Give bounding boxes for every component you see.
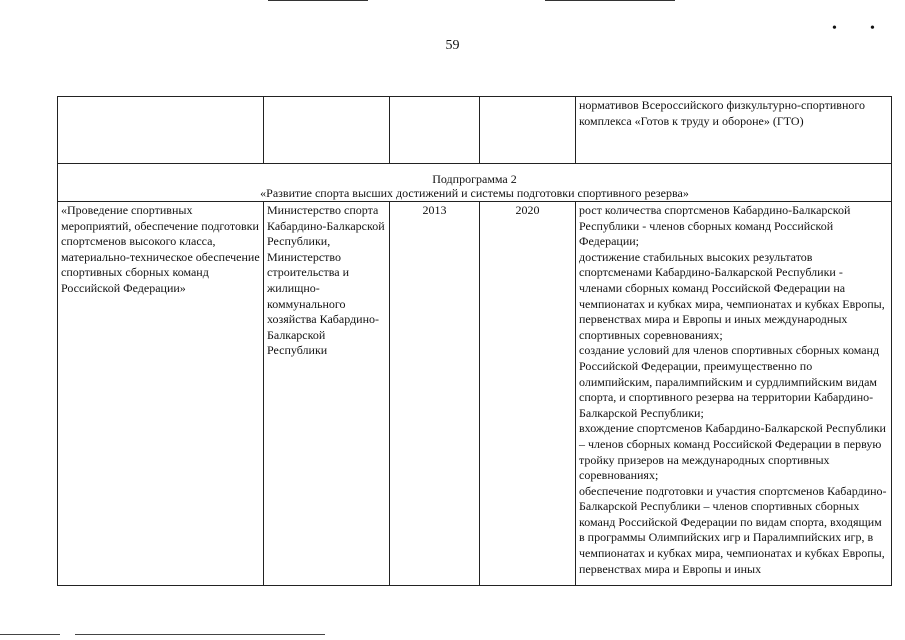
scan-artifact-line <box>0 634 60 635</box>
cell-start-year: 2013 <box>390 202 480 586</box>
cell-executor: Министерство спорта Кабардино-Балкарской Республики, Министерство строительства и жилищно-коммунального хозяйства Кабардино-Балкарской Республики <box>264 202 390 586</box>
subprogram-title: Подпрограмма 2 <box>432 172 517 186</box>
cell-executor <box>264 97 390 164</box>
result-line: рост количества спортсменов Кабардино-Балкарской Республики - членов сборных команд Российской Федерации; <box>579 203 851 249</box>
cell-event: «Проведение спортивных мероприятий, обеспечение подготовки спортсменов высокого класса, материально-техническое обеспечение спортивных сборных команд Российской Федерации» <box>58 202 264 586</box>
cell-event <box>58 97 264 164</box>
scan-artifact-dot: • <box>832 21 837 36</box>
scan-artifact-line <box>75 634 325 635</box>
subprogram-name: «Развитие спорта высших достижений и системы подготовки спортивного резерва» <box>260 185 689 200</box>
subprogram-row <box>58 164 892 202</box>
result-line: достижение стабильных высоких результатов спортсменами Кабардино-Балкарской Республики - членами сборных команд Российской Федерации на чемпионатах и кубках мира, чемпионатах и кубках Европы, первенствах мира и Европы и иных международных спортивных соревнованиях; <box>579 249 885 342</box>
page-number: 59 <box>445 38 460 53</box>
scan-artifact-line <box>545 0 675 1</box>
subprogram-heading <box>58 164 892 202</box>
program-table <box>57 96 892 586</box>
result-line: обеспечение подготовки и участия спортсменов Кабардино-Балкарской Республики – членов спортивных сборных команд Российской Федерации по видам спорта, входящим в программы Олимпийских игр и Паралимпийских игр, в чемпионатах и кубках мира, чемпионатах и кубках Европы, первенствах мира и Европы и иных <box>579 483 887 576</box>
cell-end-year: 2020 <box>480 202 576 586</box>
cell-end-year <box>480 97 576 164</box>
table-row-continuation <box>58 97 892 164</box>
result-line: создание условий для членов спортивных сборных команд Российской Федерации, преимущественно по олимпийским, паралимпийским и сурдлимпийским видам спорта, и спортивного резерва на территории Кабардино-Балкарской Республики; <box>579 343 880 420</box>
scan-artifact-line <box>268 0 368 1</box>
scan-artifact-dot: • <box>870 21 875 36</box>
table-row-main <box>58 202 892 586</box>
cell-result: нормативов Всероссийского физкультурно-спортивного комплекса «Готов к труду и обороне» (ГТО) <box>576 97 892 164</box>
cell-start-year <box>390 97 480 164</box>
cell-result <box>576 202 892 586</box>
result-line: вхождение спортсменов Кабардино-Балкарской Республики – членов сборных команд Российской Федерации в первую тройку призеров на международных спортивных соревнованиях; <box>579 421 886 483</box>
